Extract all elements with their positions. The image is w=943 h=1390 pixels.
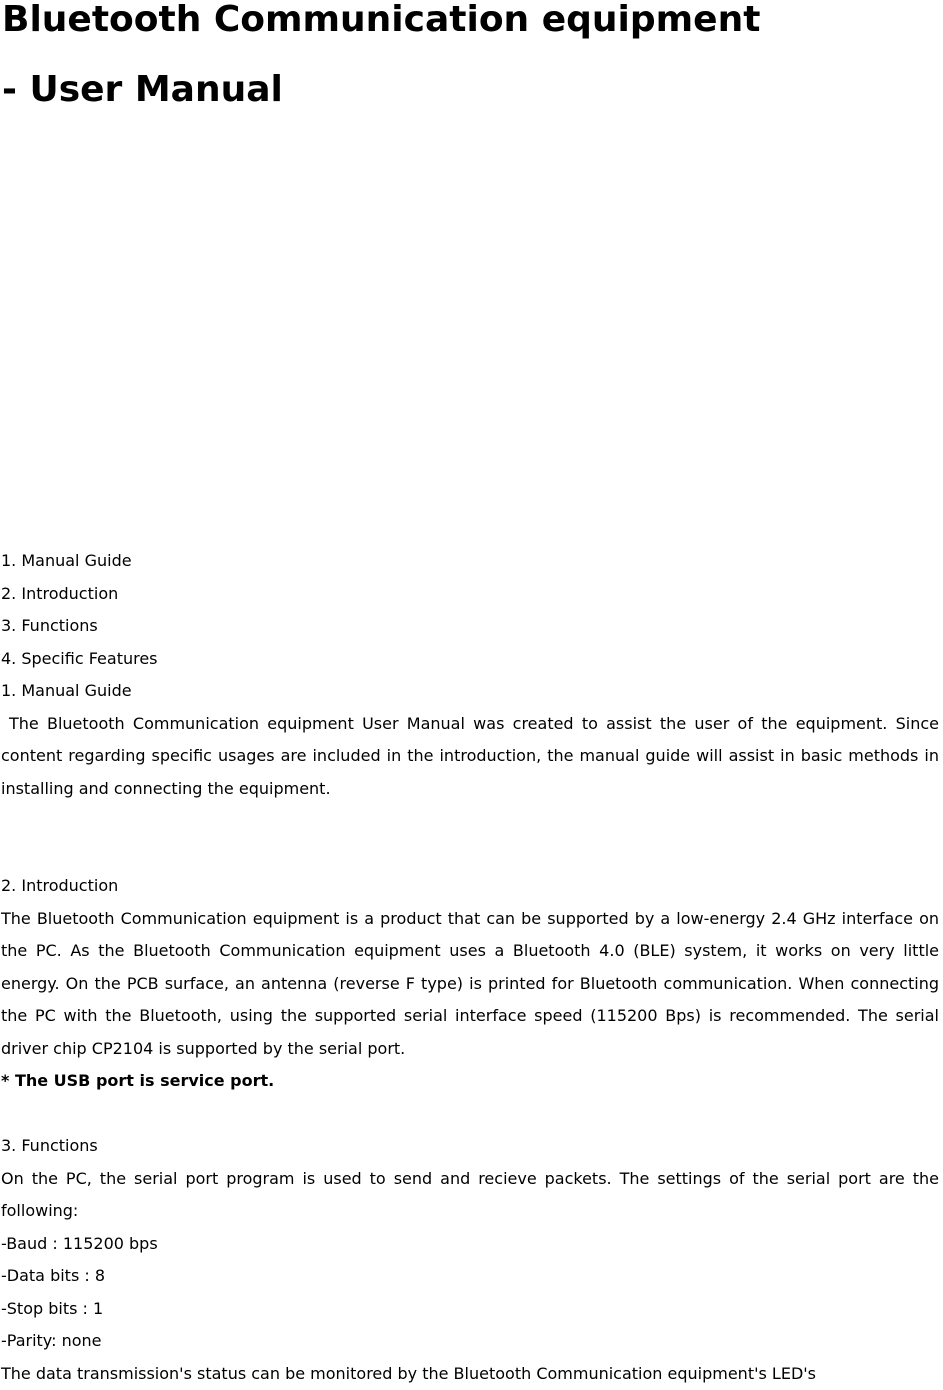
section-paragraph-introduction: The Bluetooth Communication equipment is a product that can be supported by a low-energy 2.4 GHz interface on the PC. As the Bluetooth Communication equipment uses a Bluetooth 4.0 (BLE) system, it works on very little energy. On the PCB surface, an antenna (reverse F type) is printed for Bluetooth communication. When connecting the PC with the Bluetooth, using the supported serial interface speed (115200 Bps) is recommended. The serial driver chip CP2104 is supported by the serial port. — [1, 903, 939, 1066]
section-heading-functions: 3. Functions — [1, 1130, 939, 1163]
section-heading-introduction: 2. Introduction — [1, 870, 939, 903]
document-title-line-2: - User Manual — [2, 70, 283, 110]
document-title-line-1: Bluetooth Communication equipment — [2, 0, 760, 40]
toc-item-specific-features: 4. Specific Features — [1, 643, 939, 676]
section-paragraph-manual-guide: The Bluetooth Communication equipment User Manual was created to assist the user of the equipment. Since content regarding specific usages are included in the introduction, the manual guide will assist in basic methods in installing and connecting the equipment. — [1, 708, 939, 806]
setting-stop-bits: -Stop bits : 1 — [1, 1293, 939, 1326]
toc-item-functions: 3. Functions — [1, 610, 939, 643]
setting-baud: -Baud : 115200 bps — [1, 1228, 939, 1261]
section-manual-guide — [1, 675, 939, 805]
toc-item-introduction: 2. Introduction — [1, 578, 939, 611]
section-heading-manual-guide: 1. Manual Guide — [1, 675, 939, 708]
section-paragraph-functions: On the PC, the serial port program is used to send and recieve packets. The settings of the serial port are the following: — [1, 1163, 939, 1228]
spacer — [1, 838, 939, 871]
toc-item-manual-guide: 1. Manual Guide — [1, 545, 939, 578]
spacer — [1, 805, 939, 838]
document-body — [1, 545, 939, 1390]
usb-service-note: * The USB port is service port. — [1, 1065, 939, 1098]
section-closing-functions: The data transmission's status can be monitored by the Bluetooth Communication equipment's LED's — [1, 1358, 939, 1390]
spacer — [1, 1098, 939, 1131]
setting-parity: -Parity: none — [1, 1325, 939, 1358]
table-of-contents — [1, 545, 939, 675]
section-introduction — [1, 870, 939, 1098]
setting-data-bits: -Data bits : 8 — [1, 1260, 939, 1293]
section-functions — [1, 1130, 939, 1390]
